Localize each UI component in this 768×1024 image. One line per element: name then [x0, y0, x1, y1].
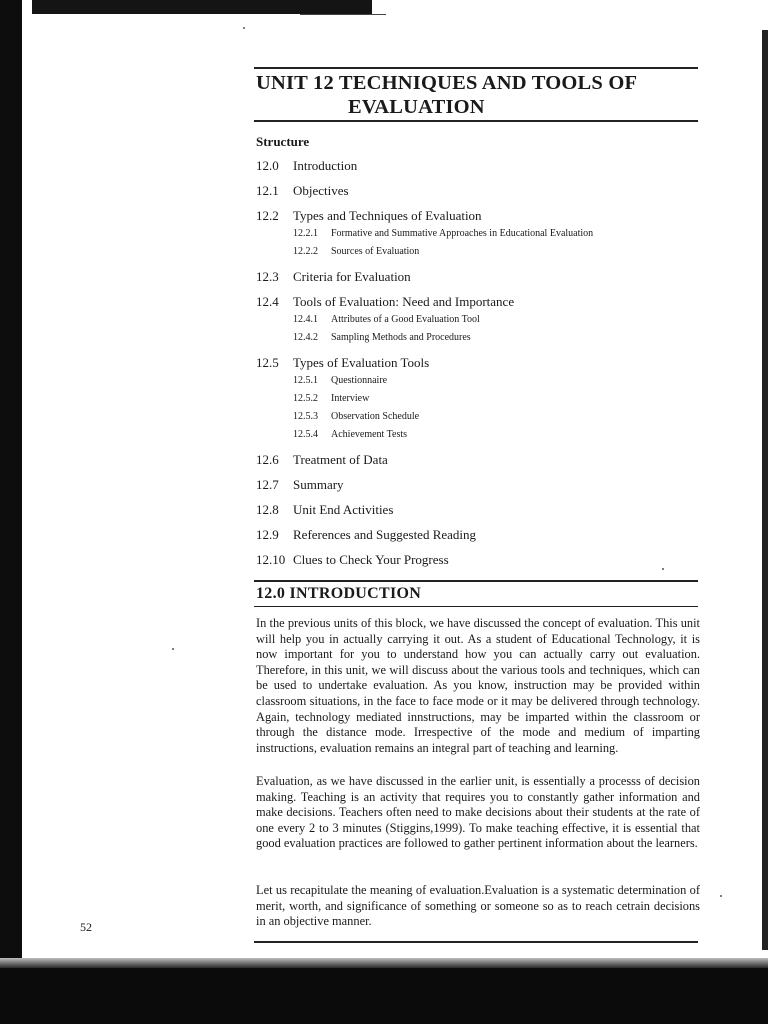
toc-sub-label: Achievement Tests [331, 429, 408, 440]
toc-num: 12.6 [256, 452, 279, 467]
page-rule-bottom [254, 941, 698, 943]
toc-item [256, 208, 696, 228]
toc-sub-num: 12.2.2 [293, 246, 318, 257]
toc-label: Unit End Activities [293, 502, 394, 517]
page-number: 52 [80, 920, 92, 934]
toc-subitem [256, 246, 696, 264]
toc-sub-label: Observation Schedule [331, 411, 420, 422]
toc-sub-label: Questionnaire [331, 375, 388, 386]
scan-shadow-bottom [0, 968, 768, 1024]
toc-subitem [256, 411, 696, 429]
toc-label: Objectives [293, 183, 349, 198]
toc-num: 12.5 [256, 355, 279, 370]
toc-item [256, 294, 696, 314]
toc-num: 12.1 [256, 183, 279, 198]
toc-item [256, 269, 696, 289]
toc-label: Tools of Evaluation: Need and Importance [293, 294, 515, 309]
title-rule-top [254, 67, 698, 69]
toc-sub-num: 12.5.2 [293, 393, 318, 404]
intro-rule-top [254, 580, 698, 582]
toc-subitem [256, 228, 696, 246]
speck [243, 27, 245, 29]
toc-item [256, 552, 696, 572]
toc-sub-label: Interview [331, 393, 370, 404]
scan-shadow-left [0, 0, 22, 1024]
table-of-contents [256, 158, 696, 572]
toc-label: Treatment of Data [293, 452, 388, 467]
toc-subitem [256, 429, 696, 447]
structure-heading: Structure [256, 134, 310, 149]
intro-paragraph: In the previous units of this block, we have discussed the concept of evaluation. This unit will help you in actually carrying it out. As a student of Educational Technology, it is now important for you to understand how you can actually carry out evaluation. Therefore, in this unit, we will discuss about the various tools and techniques, which can be used to undertake evaluation. As you know, instruction may be provided within classroom situations, in the face to face mode or it may be delivered through technology. Again, technology mediated innstructions, may be imparted within the classroom or through the distance mode. Irrespective of the mode and medium of imparting instructions, evaluation remains an integral part of teaching and learning. [256, 616, 700, 755]
toc-subitem [256, 393, 696, 411]
toc-sub-label: Formative and Summative Approaches in Educational Evaluation [331, 228, 594, 239]
toc-num: 12.8 [256, 502, 279, 517]
toc-label: Criteria for Evaluation [293, 269, 411, 284]
toc-num: 12.9 [256, 527, 279, 542]
speck [720, 895, 722, 897]
toc-label: Summary [293, 477, 344, 492]
toc-subitem [256, 314, 696, 332]
toc-num: 12.2 [256, 208, 279, 223]
toc-item [256, 183, 696, 203]
toc-sub-num: 12.5.1 [293, 375, 318, 386]
toc-label: Types of Evaluation Tools [293, 355, 430, 370]
title-rule-bottom [254, 120, 698, 122]
toc-sub-label: Attributes of a Good Evaluation Tool [331, 314, 480, 325]
toc-item [256, 477, 696, 497]
toc-num: 12.4 [256, 294, 279, 309]
scan-line-top [300, 14, 386, 15]
toc-sub-num: 12.5.3 [293, 411, 318, 422]
intro-paragraph: Evaluation, as we have discussed in the earlier unit, is essentially a processs of decision making. Teaching is an activity that requires you to constantly gather information and make decisions. Teachers often need to make decisions about their students at the rate of one every 2 to 3 minutes (Stiggins,1999). To make teaching effective, it is essential that good evaluation practices are followed to gather pertinent information about the learners. [256, 774, 700, 851]
toc-sub-label: Sampling Methods and Procedures [331, 332, 471, 343]
toc-num: 12.10 [256, 552, 286, 567]
speck [172, 648, 174, 650]
toc-item [256, 502, 696, 522]
toc-sub-num: 12.4.1 [293, 314, 318, 325]
toc-subitem [256, 332, 696, 350]
toc-item [256, 527, 696, 547]
toc-item [256, 158, 696, 178]
toc-sub-num: 12.5.4 [293, 429, 318, 440]
toc-label: References and Suggested Reading [293, 527, 477, 542]
intro-paragraph: Let us recapitulate the meaning of evaluation.Evaluation is a systematic determination of merit, worth, and significance of something or someone so as to reach cetrain decisions in an objective manner. [256, 883, 700, 929]
toc-subitem [256, 375, 696, 393]
toc-num: 12.3 [256, 269, 279, 284]
scan-shadow-right [762, 30, 768, 950]
toc-sub-label: Sources of Evaluation [331, 246, 420, 257]
toc-item [256, 355, 696, 375]
introduction-heading: 12.0 INTRODUCTION [256, 585, 422, 602]
toc-label: Introduction [293, 158, 358, 173]
toc-num: 12.7 [256, 477, 279, 492]
toc-sub-num: 12.2.1 [293, 228, 318, 239]
unit-title-line1: UNIT 12 TECHNIQUES AND TOOLS OF [256, 72, 638, 94]
unit-title [256, 71, 696, 119]
intro-rule-bottom [254, 606, 698, 607]
toc-item [256, 452, 696, 472]
toc-num: 12.0 [256, 158, 279, 173]
unit-title-line2: EVALUATION [348, 96, 485, 118]
toc-sub-num: 12.4.2 [293, 332, 318, 343]
toc-label: Types and Techniques of Evaluation [293, 208, 482, 223]
scan-shadow-top [32, 0, 372, 14]
toc-label: Clues to Check Your Progress [293, 552, 449, 567]
